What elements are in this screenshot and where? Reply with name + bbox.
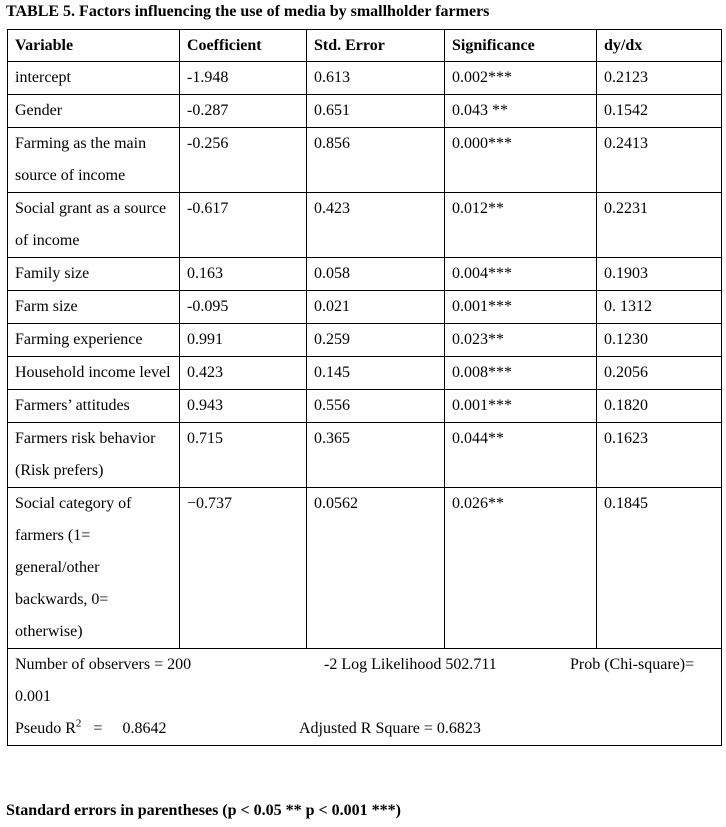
significance-cell: 0.008*** [445, 357, 597, 390]
std-error-cell: 0.651 [307, 95, 445, 128]
coefficient-cell: -1.948 [180, 62, 307, 95]
results-table [7, 29, 722, 746]
header-dydx: dy/dx [597, 30, 722, 62]
table-row [8, 193, 722, 258]
significance-cell: 0.023** [445, 324, 597, 357]
significance-cell: 0.000*** [445, 128, 597, 193]
dydx-cell: 0.1903 [597, 258, 722, 291]
table-row [8, 291, 722, 324]
significance-cell: 0.044** [445, 423, 597, 488]
coefficient-cell: 0.991 [180, 324, 307, 357]
observers-text: Number of observers = 200 [15, 656, 192, 673]
table-note: Standard errors in parentheses (p < 0.05 ** p < 0.001 ***) [6, 802, 401, 819]
std-error-cell: 0.365 [307, 423, 445, 488]
std-error-cell: 0.856 [307, 128, 445, 193]
table-title: TABLE 5. Factors influencing the use of media by smallholder farmers [6, 3, 490, 20]
adjusted-r-square-text: Adjusted R Square = 0.6823 [299, 720, 481, 737]
footer-row [8, 649, 722, 746]
significance-cell: 0.012** [445, 193, 597, 258]
header-std-error: Std. Error [307, 30, 445, 62]
coefficient-cell: -0.095 [180, 291, 307, 324]
prob-chi-square-value: 0.001 [15, 688, 51, 705]
coefficient-cell: -0.256 [180, 128, 307, 193]
table-row [8, 128, 722, 193]
coefficient-cell: 0.715 [180, 423, 307, 488]
table-row [8, 423, 722, 488]
dydx-cell: 0.2231 [597, 193, 722, 258]
std-error-cell: 0.058 [307, 258, 445, 291]
dydx-cell: 0.2056 [597, 357, 722, 390]
std-error-cell: 0.0562 [307, 488, 445, 649]
coefficient-cell: 0.943 [180, 390, 307, 423]
significance-cell: 0.001*** [445, 390, 597, 423]
variable-cell: Farm size [8, 291, 180, 324]
coefficient-cell: 0.423 [180, 357, 307, 390]
variable-cell: intercept [8, 62, 180, 95]
table-row [8, 357, 722, 390]
header-row [8, 30, 722, 62]
table-row [8, 390, 722, 423]
std-error-cell: 0.021 [307, 291, 445, 324]
table-row [8, 258, 722, 291]
significance-cell: 0.043 ** [445, 95, 597, 128]
variable-cell: Social grant as a source of income [8, 193, 180, 258]
variable-cell: Farmers risk behavior (Risk prefers) [8, 423, 180, 488]
dydx-cell: 0.1845 [597, 488, 722, 649]
std-error-cell: 0.423 [307, 193, 445, 258]
significance-cell: 0.001*** [445, 291, 597, 324]
log-likelihood-text: -2 Log Likelihood 502.711 [324, 656, 497, 673]
variable-cell: Farmers’ attitudes [8, 390, 180, 423]
header-significance: Significance [445, 30, 597, 62]
variable-cell: Social category of farmers (1= general/other backwards, 0= otherwise) [8, 488, 180, 649]
significance-cell: 0.004*** [445, 258, 597, 291]
prob-chi-square-label: Prob (Chi-square)= [570, 656, 695, 673]
model-stats-cell [8, 649, 722, 746]
pseudo-r2-value: 0.8642 [122, 720, 167, 737]
std-error-cell: 0.259 [307, 324, 445, 357]
table-row [8, 62, 722, 95]
header-coefficient: Coefficient [180, 30, 307, 62]
variable-cell: Farming experience [8, 324, 180, 357]
coefficient-cell: -0.287 [180, 95, 307, 128]
std-error-cell: 0.556 [307, 390, 445, 423]
coefficient-cell: −0.737 [180, 488, 307, 649]
dydx-cell: 0.2123 [597, 62, 722, 95]
std-error-cell: 0.613 [307, 62, 445, 95]
dydx-cell: 0.1623 [597, 423, 722, 488]
pseudo-r2-equals: = [93, 720, 103, 737]
significance-cell: 0.002*** [445, 62, 597, 95]
significance-cell: 0.026** [445, 488, 597, 649]
dydx-cell: 0. 1312 [597, 291, 722, 324]
pseudo-r2-label: Pseudo R [15, 720, 76, 737]
table-row [8, 95, 722, 128]
coefficient-cell: -0.617 [180, 193, 307, 258]
coefficient-cell: 0.163 [180, 258, 307, 291]
variable-cell: Farming as the main source of income [8, 128, 180, 193]
pseudo-r2-superscript: 2 [75, 717, 82, 730]
table-row [8, 488, 722, 649]
dydx-cell: 0.2413 [597, 128, 722, 193]
table-row [8, 324, 722, 357]
dydx-cell: 0.1542 [597, 95, 722, 128]
header-variable: Variable [8, 30, 180, 62]
dydx-cell: 0.1230 [597, 324, 722, 357]
variable-cell: Family size [8, 258, 180, 291]
pseudo-r2-text [15, 713, 166, 745]
variable-cell: Gender [8, 95, 180, 128]
dydx-cell: 0.1820 [597, 390, 722, 423]
variable-cell: Household income level [8, 357, 180, 390]
std-error-cell: 0.145 [307, 357, 445, 390]
